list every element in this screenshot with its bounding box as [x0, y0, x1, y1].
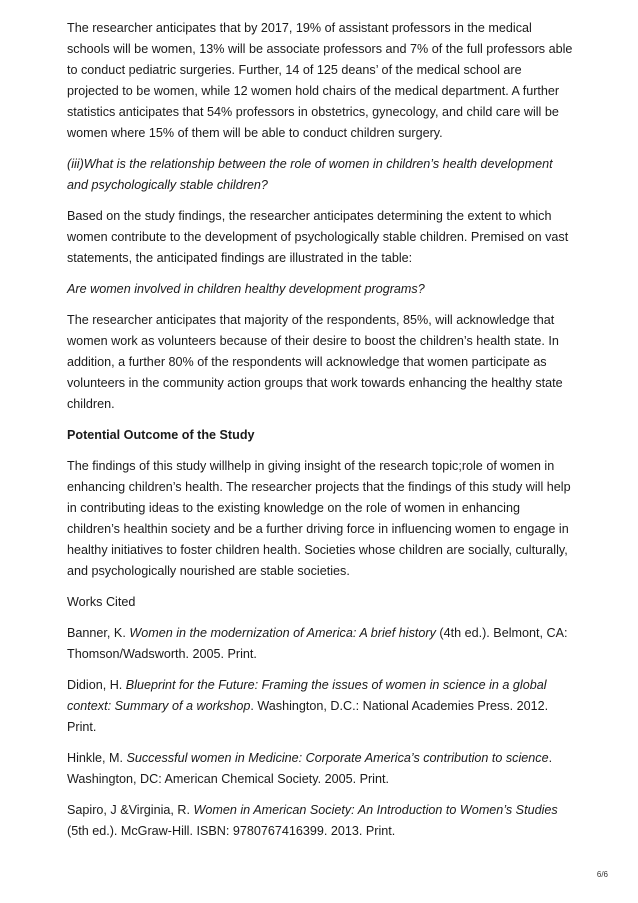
reference-title: Women in American Society: An Introduction to Women’s Studies [193, 803, 558, 817]
table-question: Are women involved in children healthy development programs? [67, 282, 425, 296]
reference-details: . Washington, D.C.: National Academies Press. 2012. Print. [67, 699, 549, 734]
research-question-iii: (iii)What is the relationship between the role of women in children’s health development and psychologically stable children? [67, 157, 553, 192]
reference-entry [67, 800, 573, 842]
reference-author: Hinkle, M. [67, 751, 127, 765]
reference-author: Sapiro, J &Virginia, R. [67, 803, 194, 817]
reference-details: (5th ed.). McGraw-Hill. ISBN: 9780767416399. 2013. Print. [67, 824, 396, 838]
reference-details: . Washington, DC: American Chemical Society. 2005. Print. [67, 751, 553, 786]
reference-author: Banner, K. [67, 626, 130, 640]
reference-title: Blueprint for the Future: Framing the issues of women in science in a global context: Summary of a workshop [67, 678, 547, 713]
reference-entry [67, 675, 573, 738]
page-number: 6/6 [596, 870, 608, 879]
reference-entry [67, 623, 573, 665]
paragraph-statistics: The researcher anticipates that by 2017, 19% of assistant professors in the medical schools will be women, 13% will be associate professors and 7% of the full professors able to conduct pediatric surgeries. Further, 14 of 125 deans’ of the medical school are projected to be women, while 12 women hold chairs of the medical department. A further statistics anticipates that 54% professors in obstetrics, gynecology, and child care will be women where 15% of them will be able to conduct children surgery. [67, 21, 573, 140]
works-cited-heading: Works Cited [67, 595, 136, 609]
reference-title: Women in the modernization of America: A brief history [129, 626, 436, 640]
paragraph-findings: Based on the study findings, the researcher anticipates determining the extent to which women contribute to the development of psychologically stable children. Premised on vast statements, the anticipated findings are illustrated in the table: [67, 209, 569, 265]
paragraph-outcome: The findings of this study willhelp in giving insight of the research topic;role of women in enhancing children’s health. The researcher projects that the findings of this study will help in contributing ideas to the existing knowledge on the role of women in enhancing children’s healthin society and be a further driving force in influencing women to engage in healthy initiatives to foster children health. Societies whose children are socially, culturally, and psychologically nourished are stable societies. [67, 459, 571, 578]
reference-author: Didion, H. [67, 678, 126, 692]
reference-details: (4th ed.). Belmont, CA: Thomson/Wadsworth. 2005. Print. [67, 626, 568, 661]
reference-title: Successful women in Medicine: Corporate America’s contribution to science [126, 751, 549, 765]
paragraph-volunteers: The researcher anticipates that majority of the respondents, 85%, will acknowledge that women work as volunteers because of their desire to boost the children’s health state. In addition, a further 80% of the respondents will acknowledge that women participate as volunteers in the community action groups that work towards enhancing the healthy state children. [67, 313, 563, 411]
document-page [67, 18, 573, 852]
section-heading-potential-outcome: Potential Outcome of the Study [67, 428, 255, 442]
reference-entry [67, 748, 573, 790]
